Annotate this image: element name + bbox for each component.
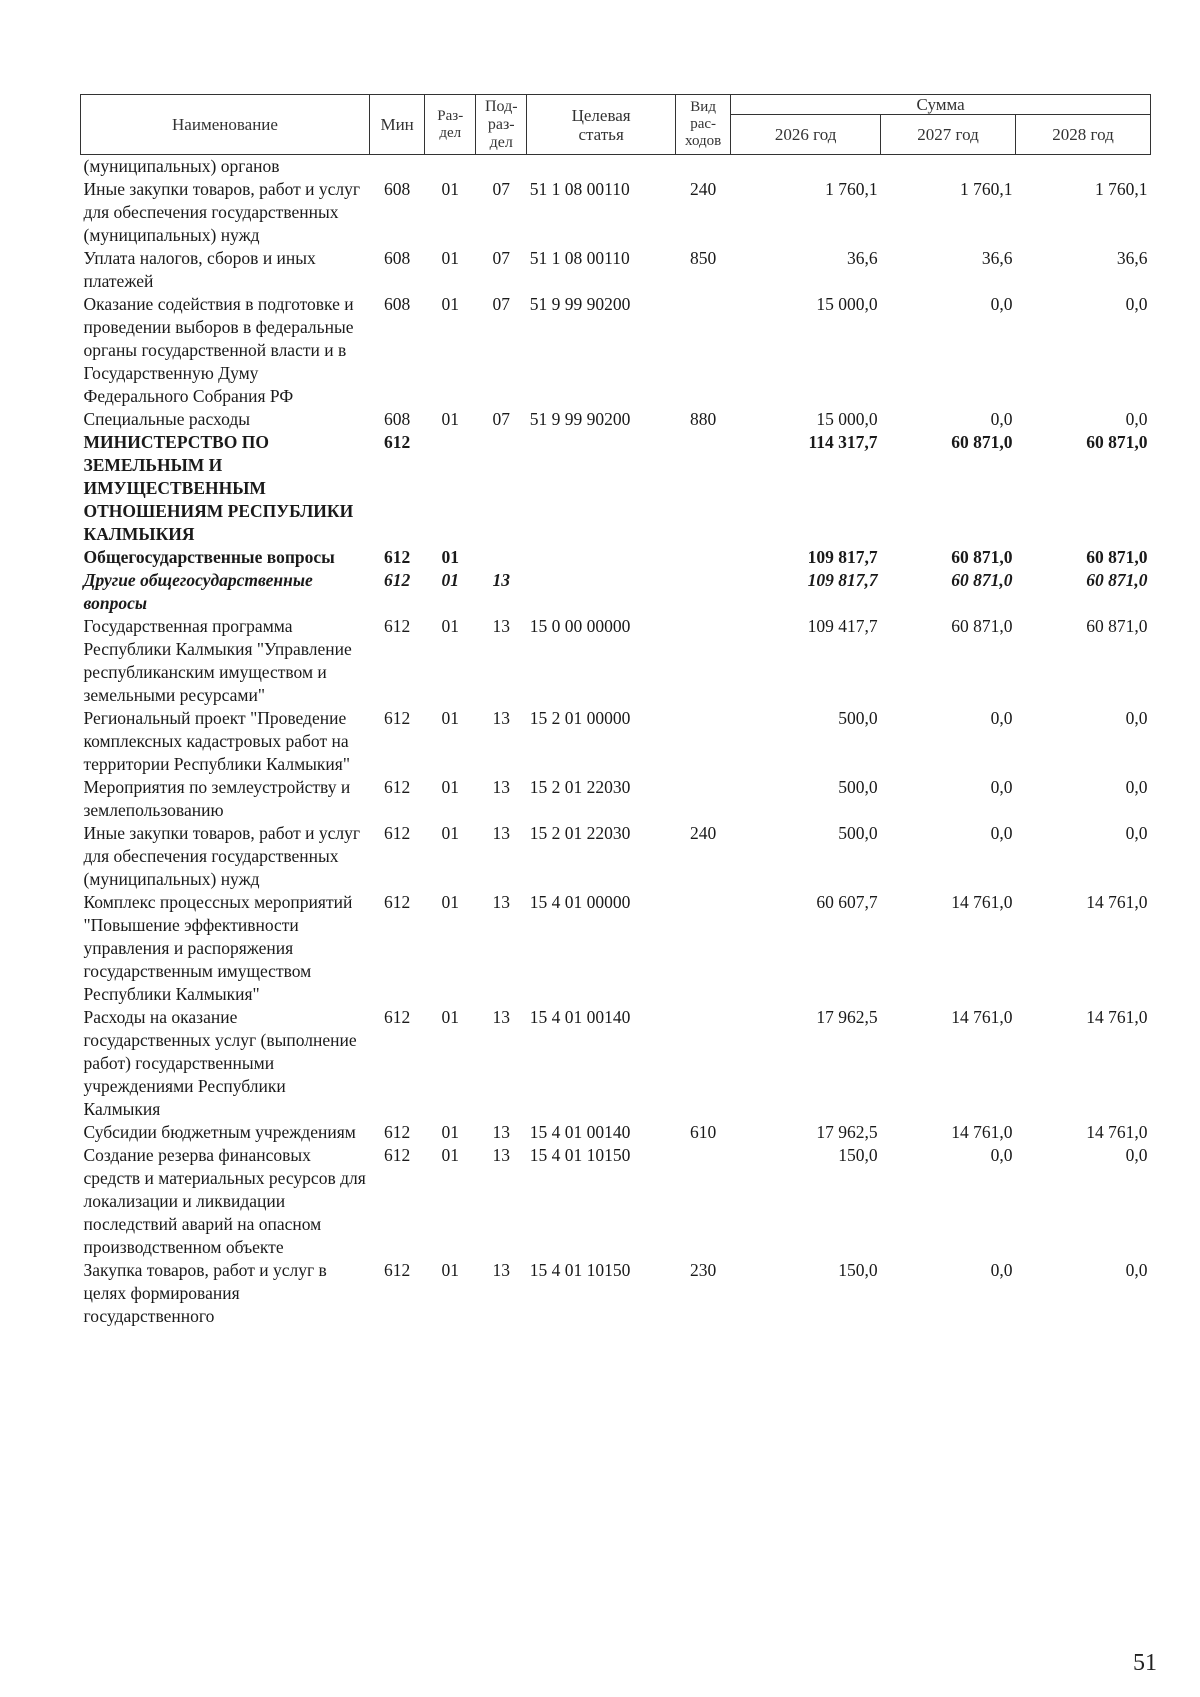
header-name: Наименование: [81, 95, 370, 155]
cell-rz: 01: [441, 409, 459, 429]
cell-name: Государственная программа Республики Калмыкия "Управление республиканским имуществом и земельными ресурсами": [83, 616, 352, 705]
cell-name: Другие общегосударственные вопросы: [83, 570, 313, 613]
cell-cs: 15 2 01 22030: [529, 777, 631, 797]
table-row: [81, 1006, 1151, 1121]
cell-s1: 500,0: [838, 823, 878, 843]
cell-cs: [527, 569, 676, 615]
cell-name: Комплекс процессных мероприятий "Повышение эффективности управления и распоряжения государственным имуществом Республики Калмыкия": [83, 892, 353, 1004]
cell-s3: 1 760,1: [1095, 179, 1148, 199]
header-podrazdel: Под- раз- дел: [476, 95, 527, 155]
cell-min: 612: [384, 1007, 411, 1027]
cell-min: 608: [384, 179, 411, 199]
cell-s1: 109 817,7: [807, 570, 878, 590]
cell-name: Оказание содействия в подготовке и проведении выборов в федеральные органы государственной власти и в Государственную Думу Федерального Собрания РФ: [83, 294, 354, 406]
cell-name: Иные закупки товаров, работ и услуг для обеспечения государственных (муниципальных) нужд: [83, 179, 361, 245]
cell-min: 612: [384, 708, 411, 728]
cell-pr: 13: [492, 708, 510, 728]
cell-s1: 1 760,1: [825, 179, 878, 199]
cell-name: Иные закупки товаров, работ и услуг для обеспечения государственных (муниципальных) нужд: [83, 823, 361, 889]
page-number: 51: [1133, 1650, 1157, 1676]
cell-cs: 15 2 01 22030: [529, 823, 631, 843]
cell-cs: 15 4 01 00140: [529, 1122, 631, 1142]
cell-s1: 500,0: [838, 777, 878, 797]
cell-name: Субсидии бюджетным учреждениям: [83, 1122, 356, 1142]
header-2026: 2026 год: [731, 115, 881, 155]
cell-cs: 15 2 01 00000: [529, 708, 631, 728]
cell-pr: 13: [492, 1122, 510, 1142]
cell-vr: 610: [690, 1122, 717, 1142]
cell-cs: 15 4 01 10150: [529, 1260, 631, 1280]
cell-s1: 500,0: [838, 708, 878, 728]
cell-name: (муниципальных) органов: [83, 156, 280, 176]
cell-vr: 880: [690, 409, 717, 429]
cell-s2: 14 761,0: [951, 892, 1013, 912]
cell-s1: [731, 155, 881, 179]
cell-s2: 0,0: [990, 823, 1013, 843]
cell-rz: 01: [441, 294, 459, 314]
cell-name: Общегосударственные вопросы: [83, 547, 335, 567]
cell-s3: 0,0: [1125, 409, 1148, 429]
cell-vr: [676, 293, 731, 408]
cell-vr: [676, 615, 731, 707]
cell-rz: 01: [441, 248, 459, 268]
cell-cs: 15 4 01 00140: [529, 1007, 631, 1027]
cell-min: 608: [384, 294, 411, 314]
cell-s3: 0,0: [1125, 777, 1148, 797]
cell-rz: 01: [441, 616, 459, 636]
cell-s1: 15 000,0: [816, 409, 878, 429]
cell-pr: 13: [492, 1260, 510, 1280]
cell-min: 612: [384, 1260, 411, 1280]
cell-rz: [425, 155, 476, 179]
cell-rz: 01: [441, 1260, 459, 1280]
cell-pr: 07: [492, 248, 510, 268]
table-row: [81, 431, 1151, 546]
table-row: [81, 155, 1151, 179]
table-row: [81, 1121, 1151, 1144]
cell-s3: 60 871,0: [1086, 616, 1148, 636]
cell-name: Мероприятия по землеустройству и землепользованию: [83, 777, 351, 820]
header-summa: Сумма: [731, 95, 1151, 115]
table-row: [81, 1259, 1151, 1328]
header-razdel: Раз- дел: [425, 95, 476, 155]
cell-rz: 01: [441, 823, 459, 843]
cell-pr: [476, 431, 527, 546]
table-header: [81, 95, 1151, 155]
table-row: [81, 822, 1151, 891]
table-row: [81, 408, 1151, 431]
cell-pr: 13: [492, 1145, 510, 1165]
table-row: [81, 891, 1151, 1006]
cell-s2: 1 760,1: [960, 179, 1013, 199]
table-row: [81, 293, 1151, 408]
cell-cs: 51 9 99 90200: [529, 294, 631, 314]
header-vid: Вид рас- ходов: [676, 95, 731, 155]
cell-s1: 109 417,7: [807, 616, 878, 636]
cell-name: Уплата налогов, сборов и иных платежей: [83, 248, 316, 291]
cell-min: 612: [384, 777, 411, 797]
cell-pr: 07: [492, 179, 510, 199]
cell-vr: [676, 431, 731, 546]
cell-s2: 60 871,0: [951, 547, 1013, 567]
table-row: [81, 546, 1151, 569]
cell-name: МИНИСТЕРСТВО ПО ЗЕМЕЛЬНЫМ И ИМУЩЕСТВЕННЫМ ОТНОШЕНИЯМ РЕСПУБЛИКИ КАЛМЫКИЯ: [83, 432, 354, 544]
cell-s3: 60 871,0: [1086, 570, 1148, 590]
cell-name: Закупка товаров, работ и услуг в целях формирования государственного: [83, 1260, 327, 1326]
cell-vr: [676, 1006, 731, 1121]
cell-s1: 17 962,5: [816, 1122, 878, 1142]
cell-s1: 60 607,7: [816, 892, 878, 912]
cell-rz: 01: [441, 1145, 459, 1165]
cell-s3: 60 871,0: [1086, 547, 1148, 567]
cell-min: 612: [384, 616, 411, 636]
cell-name: Создание резерва финансовых средств и материальных ресурсов для локализации и ликвидации последствий аварий на опасном производственном объекте: [83, 1145, 366, 1257]
cell-rz: 01: [441, 547, 459, 567]
cell-s3: 0,0: [1125, 1145, 1148, 1165]
header-2028: 2028 год: [1016, 115, 1151, 155]
cell-pr: 13: [492, 823, 510, 843]
cell-s2: 0,0: [990, 294, 1013, 314]
budget-table: [80, 94, 1151, 1328]
cell-cs: 51 1 08 00110: [529, 179, 630, 199]
table-row: [81, 569, 1151, 615]
cell-pr: 13: [492, 1007, 510, 1027]
cell-s2: 60 871,0: [951, 616, 1013, 636]
table-row: [81, 1144, 1151, 1259]
cell-min: 612: [384, 823, 411, 843]
cell-s1: 15 000,0: [816, 294, 878, 314]
cell-s1: 114 317,7: [808, 432, 878, 452]
cell-s2: [881, 155, 1016, 179]
cell-rz: 01: [441, 777, 459, 797]
cell-s2: 14 761,0: [951, 1122, 1013, 1142]
cell-pr: 07: [492, 409, 510, 429]
cell-cs: 15 4 01 10150: [529, 1145, 631, 1165]
cell-rz: [425, 431, 476, 546]
cell-pr: 13: [492, 570, 510, 590]
cell-cs: 15 0 00 00000: [529, 616, 631, 636]
cell-min: 612: [384, 570, 411, 590]
table-body: [81, 155, 1151, 1329]
table-row: [81, 247, 1151, 293]
cell-name: Расходы на оказание государственных услуг (выполнение работ) государственными учреждениями Республики Калмыкия: [83, 1007, 357, 1119]
cell-s1: 150,0: [838, 1260, 878, 1280]
cell-min: 608: [384, 409, 411, 429]
cell-pr: 13: [492, 892, 510, 912]
table-row: [81, 178, 1151, 247]
cell-vr: [676, 776, 731, 822]
cell-s3: 60 871,0: [1086, 432, 1148, 452]
cell-s1: 109 817,7: [807, 547, 878, 567]
cell-pr: [476, 546, 527, 569]
cell-rz: 01: [441, 892, 459, 912]
cell-vr: [676, 707, 731, 776]
cell-s3: 0,0: [1125, 1260, 1148, 1280]
cell-vr: 230: [690, 1260, 717, 1280]
cell-s1: 17 962,5: [816, 1007, 878, 1027]
cell-rz: 01: [441, 179, 459, 199]
cell-vr: [676, 546, 731, 569]
table-row: [81, 776, 1151, 822]
cell-pr: 13: [492, 777, 510, 797]
header-min: Мин: [370, 95, 425, 155]
cell-min: 608: [384, 248, 411, 268]
cell-vr: [676, 569, 731, 615]
cell-s3: 14 761,0: [1086, 892, 1148, 912]
cell-s3: 0,0: [1125, 823, 1148, 843]
header-2027: 2027 год: [881, 115, 1016, 155]
cell-s1: 36,6: [846, 248, 878, 268]
cell-cs: [527, 431, 676, 546]
cell-s2: 0,0: [990, 708, 1013, 728]
cell-s2: 60 871,0: [951, 570, 1013, 590]
table-row: [81, 615, 1151, 707]
cell-vr: 240: [690, 823, 717, 843]
table-row: [81, 707, 1151, 776]
cell-vr: [676, 155, 731, 179]
cell-min: 612: [384, 1145, 411, 1165]
cell-cs: [527, 546, 676, 569]
cell-s2: 0,0: [990, 409, 1013, 429]
cell-min: 612: [384, 892, 411, 912]
cell-rz: 01: [441, 708, 459, 728]
header-celevaya: Целевая статья: [527, 95, 676, 155]
cell-min: 612: [384, 432, 411, 452]
cell-cs: [527, 155, 676, 179]
cell-s2: 60 871,0: [951, 432, 1013, 452]
cell-rz: 01: [441, 570, 459, 590]
cell-vr: 850: [690, 248, 717, 268]
cell-min: 612: [384, 1122, 411, 1142]
cell-rz: 01: [441, 1007, 459, 1027]
cell-s3: 14 761,0: [1086, 1007, 1148, 1027]
cell-vr: [676, 891, 731, 1006]
cell-s3: 0,0: [1125, 708, 1148, 728]
cell-min: [370, 155, 425, 179]
cell-s3: 36,6: [1116, 248, 1148, 268]
cell-name: Региональный проект "Проведение комплексных кадастровых работ на территории Республики Калмыкия": [83, 708, 350, 774]
cell-s2: 36,6: [981, 248, 1013, 268]
cell-rz: 01: [441, 1122, 459, 1142]
cell-pr: 13: [492, 616, 510, 636]
cell-s2: 14 761,0: [951, 1007, 1013, 1027]
cell-s3: [1016, 155, 1151, 179]
cell-pr: 07: [492, 294, 510, 314]
cell-vr: 240: [690, 179, 717, 199]
cell-pr: [476, 155, 527, 179]
cell-s3: 0,0: [1125, 294, 1148, 314]
cell-vr: [676, 1144, 731, 1259]
cell-s2: 0,0: [990, 1145, 1013, 1165]
cell-cs: 51 1 08 00110: [529, 248, 630, 268]
cell-min: 612: [384, 547, 411, 567]
cell-s2: 0,0: [990, 777, 1013, 797]
cell-name: Специальные расходы: [83, 409, 250, 429]
cell-s3: 14 761,0: [1086, 1122, 1148, 1142]
cell-s2: 0,0: [990, 1260, 1013, 1280]
cell-s1: 150,0: [838, 1145, 878, 1165]
cell-cs: 51 9 99 90200: [529, 409, 631, 429]
cell-cs: 15 4 01 00000: [529, 892, 631, 912]
